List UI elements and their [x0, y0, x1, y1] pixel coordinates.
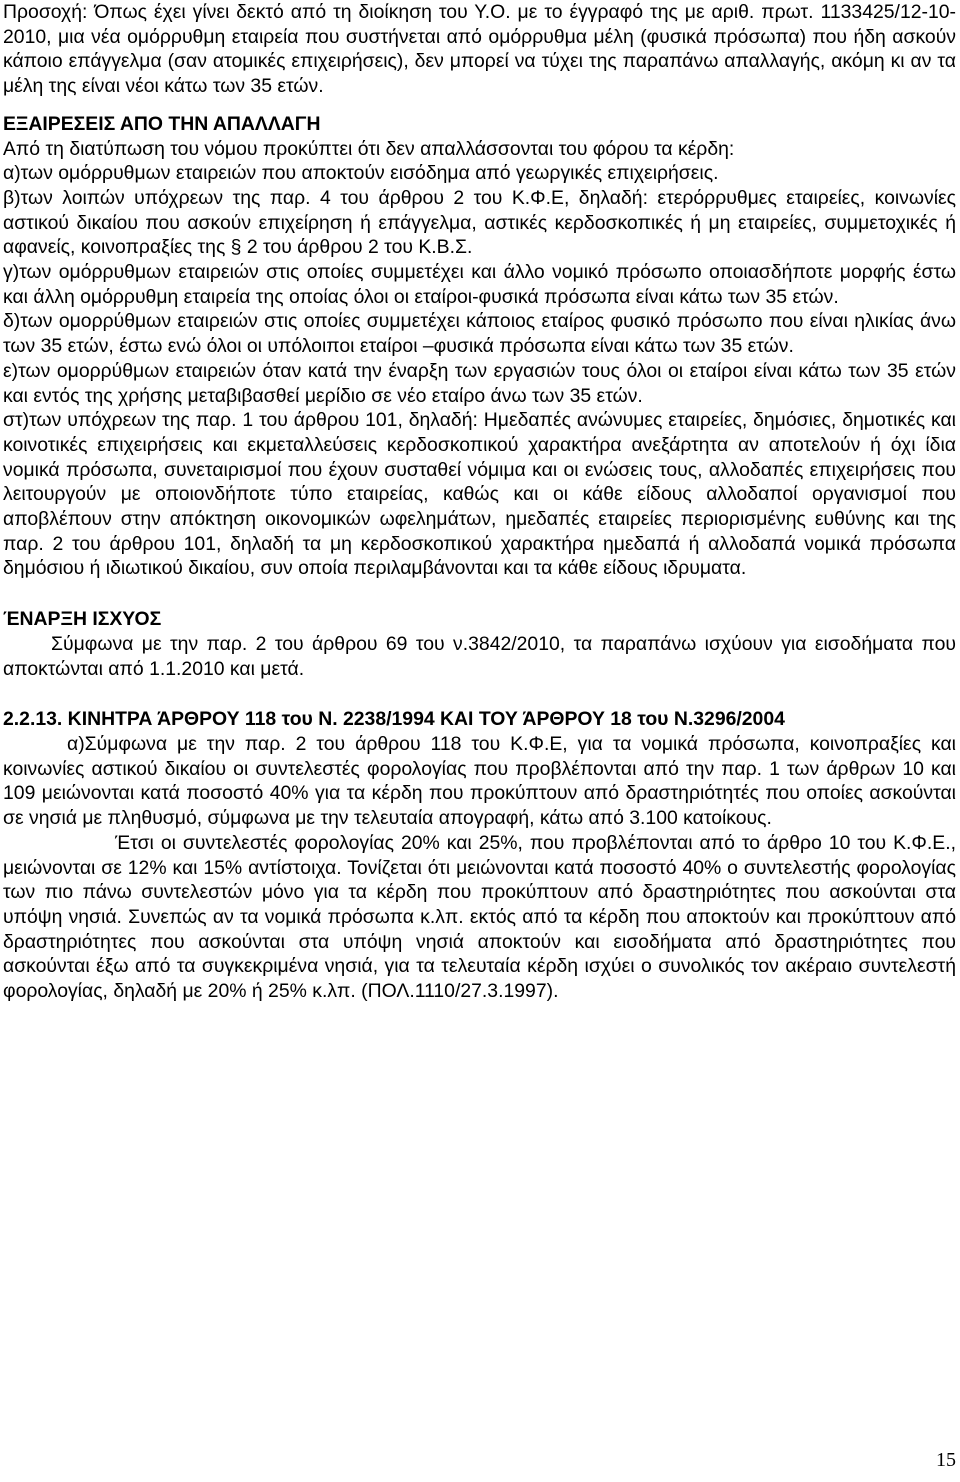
section-heading: 2.2.13. ΚΙΝΗΤΡΑ ΆΡΘΡΟΥ 118 του Ν. 2238/1994 ΚΑΙ ΤΟΥ ΆΡΘΡΟΥ 18 του Ν.3296/2004: [3, 708, 785, 731]
page-number: 15: [936, 1449, 956, 1471]
start-heading: ΈΝΑΡΞΗ ΙΣΧΥΟΣ: [3, 608, 162, 631]
spacer: [3, 681, 956, 707]
exception-item-e: ε)των ομορρύθμων εταιρειών όταν κατά την έναρξη των εργασιών τους όλοι οι εταίροι είναι κάτω των 35 ετών και εντός της χρήσης μεταβιβασθεί μερίδιο σε νέο εταίρο άνω των 35 ετών.: [3, 359, 956, 407]
spacer: [3, 99, 956, 112]
exception-item-d: δ)των ομορρύθμων εταιρειών στις οποίες συμμετέχει κάποιος εταίρος φυσικό πρόσωπο που είναι ηλικίας άνω των 35 ετών, έστω ενώ όλοι οι υπόλοιποι εταίροι –φυσικά πρόσωπα είναι κάτω των 35 ετών.: [3, 310, 956, 358]
exception-item-c: γ)των ομόρρυθμων εταιρειών στις οποίες συμμετέχει και άλλο νομικό πρόσωπο οποιασδήποτε μορφής έστω και άλλη ομόρρυθμη εταιρεία της οποίας όλοι οι εταίροι-φυσικά πρόσωπα είναι κάτω των 35 ετών.: [3, 261, 956, 308]
exception-item-a: α)των ομόρρυθμων εταιρειών που αποκτούν εισόδημα από γεωργικές επιχειρήσεις.: [3, 162, 719, 185]
exception-item-st: στ)των υπόχρεων της παρ. 1 του άρθρου 101, δηλαδή: Ημεδαπές ανώνυμες εταιρείες, δημόσιες, δημοτικές και κοινοτικές επιχειρήσεις και εκμεταλλεύσεις κερδοσκοπικού χαρακτήρα ανεξάρτητα αν αποτελούν ή όχι ίδια νομικά πρόσωπα, συνεταιρισμοί που έχουν συσταθεί νόμιμα και οι ενώσεις τους, αλλοδαπές επιχειρήσεις που λειτουργούν με οποιονδήποτε τύπο εταιρείας, καθώς και οι κάθε είδους αλλοδαποί οργανισμοί που αποβλέπουν στην απόκτηση οικονομικών ωφελημάτων, ημεδαπές εταιρείες περιορισμένης ευθύνης και της παρ. 2 του άρθρου 101, δηλαδή τα μη κερδοσκοπικού χαρακτήρα ημεδαπά ή αλλοδαπά νομικά πρόσωπα δημόσιου ή ιδιωτικού δικαίου, συν οποία περιλαμβάνονται και τα κάθε είδους ιδρυματα.: [3, 409, 956, 580]
section-paragraph-a: α)Σύμφωνα με την παρ. 2 του άρθρου 118 του Κ.Φ.Ε, για τα νομικά πρόσωπα, κοινοπραξίες και κοινωνίες αστικού δικαίου οι συντελεστές φορολογίας που προβλέπονται από την παρ. 1 των άρθρων 10 και 109 μειώνονται κατά ποσοστό 40% για τα κέρδη που προκύπτουν από δραστηριότητές που οποίες ασκούνται σε νησιά με πληθυσμό, σύμφωνα με την τελευταία απογραφή, κάτω από 3.100 κατοίκους.: [3, 732, 956, 830]
exceptions-heading: ΕΞΑΙΡΕΣΕΙΣ ΑΠΟ ΤΗΝ ΑΠΑΛΛΑΓΗ: [3, 112, 321, 135]
section-paragraph-b: Έτσι οι συντελεστές φορολογίας 20% και 25%, που προβλέπονται από το άρθρο 10 του Κ.Φ.Ε., μειώνονται σε 12% και 15% αντίστοιχα. Τονίζεται ότι μειώνονται κατά ποσοστό 40% ο συντελεστής φορολογίας των πιο πάνω συντελεστών μόνο για τα κέρδη που προκύπτουν από δραστηριότητες που ασκούνται στα υπόψη νησιά. Συνεπώς αν τα νομικά πρόσωπα κ.λπ. εκτός από τα κέρδη που αποκτούν και προκύπτουν από δραστηριότητες που ασκούνται στα υπόψη νησιά αποκτούν και εισοδήματα από δραστηριότητες που ασκούνται έξω από τα συγκεκριμένα νησιά, για τα τελευταία κέρδη ισχύει ο συνολικός τον ακέραιο συντελεστή φορολογίας, δηλαδή με 20% ή 25% κ.λπ. (ΠΟΛ.1110/27.3.1997).: [3, 831, 956, 1003]
exception-item-b: β)των λοιπών υπόχρεων της παρ. 4 του άρθρου 2 του Κ.Φ.Ε, δηλαδή: ετερόρρυθμες εταιρείες, κοινωνίες αστικού δικαίου που ασκούν επιχείρηση ή επάγγελμα, αστικές κερδοσκοπικές ή μη εταιρείες, συμμετοχικές ή αφανείς, κοινοπραξίες της § 2 του άρθρου 2 του Κ.Β.Σ.: [3, 186, 956, 259]
start-paragraph: Σύμφωνα με την παρ. 2 του άρθρου 69 του ν.3842/2010, τα παραπάνω ισχύουν για εισοδήματα που αποκτώνται από 1.1.2010 και μετά.: [3, 632, 956, 680]
spacer: [3, 581, 956, 607]
intro-paragraph: Προσοχή: Όπως έχει γίνει δεκτό από τη διοίκηση του Υ.Ο. με το έγγραφό της με αριθ. πρωτ. 1133425/12-10-2010, μια νέα ομόρρυθμη εταιρεία που συστήνεται από ομόρρυθμα μέλη (φυσικά πρόσωπα) που ήδη ασκούν κάποιο επάγγελμα (σαν ατομικές επιχειρήσεις), δεν μπορεί να τύχει της παραπάνω απαλλαγής, ακόμη κι αν τα μέλη της είναι νέοι κάτω των 35 ετών.: [3, 1, 956, 98]
exceptions-intro: Από τη διατύπωση του νόμου προκύπτει ότι δεν απαλλάσσονται του φόρου τα κέρδη:: [3, 137, 735, 160]
document-page: [3, 0, 956, 1004]
